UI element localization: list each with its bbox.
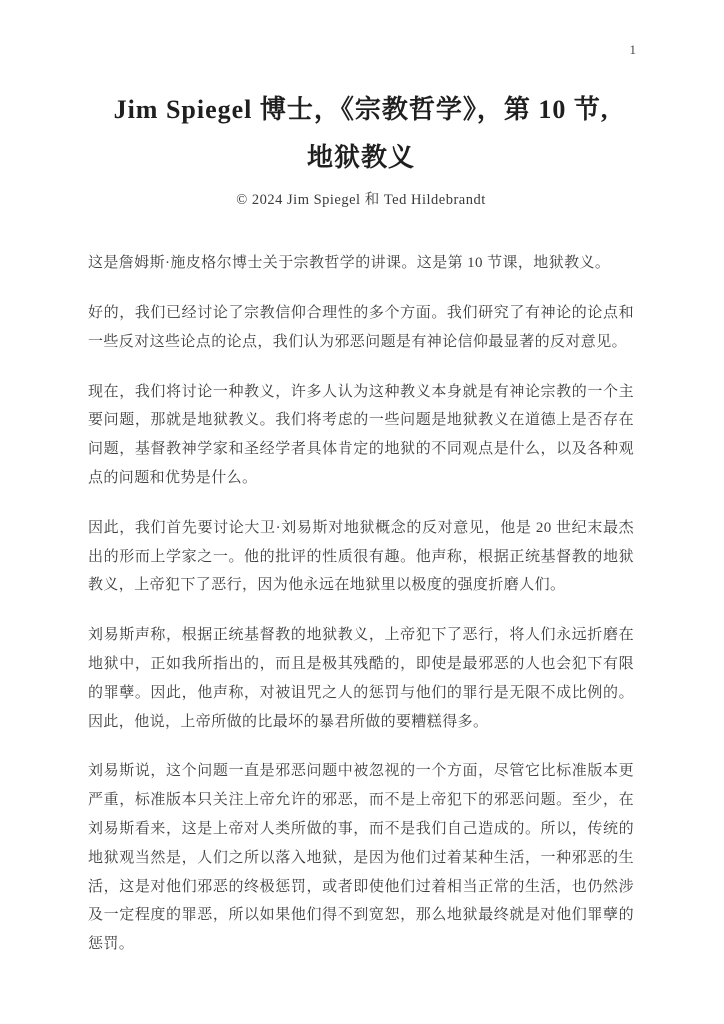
document-body <box>88 249 634 959</box>
paragraph-3: 现在，我们将讨论一种教义，许多人认为这种教义本身就是有神论宗教的一个主要问题，那就是地狱教义。我们将考虑的一些问题是地狱教义在道德上是否存在问题，基督教神学家和圣经学者具体肯定的地狱的不同观点是什么，以及各种观点的问题和优势是什么。 <box>88 383 634 486</box>
paragraph-2: 好的，我们已经讨论了宗教信仰合理性的多个方面。我们研究了有神论的论点和一些反对这些论点的论点，我们认为邪恶问题是有神论信仰最显著的反对意见。 <box>88 304 634 350</box>
document-title-line-1: Jim Spiegel 博士，《宗教哲学》，第 10 节, <box>113 95 609 124</box>
paragraph-1: 这是詹姆斯·施皮格尔博士关于宗教哲学的讲课。这是第 10 节课，地狱教义。 <box>88 255 611 272</box>
copyright-line: © 2024 Jim Spiegel 和 Ted Hildebrandt <box>236 192 486 209</box>
document-title-line-2: 地狱教义 <box>306 143 415 173</box>
page-number: 1 <box>629 42 636 57</box>
paragraph-6: 刘易斯说，这个问题一直是邪恶问题中被忽视的一个方面，尽管它比标准版本更严重，标准版本只关注上帝允许的邪恶，而不是上帝犯下的邪恶问题。至少，在刘易斯看来，这是上帝对人类所做的事，而不是我们自己造成的。所以，传统的地狱观当然是，人们之所以落入地狱，是因为他们过着某种生活，一种邪恶的生活，这是对他们邪恶的终极惩罚，或者即使他们过着相当正常的生活，也仍然涉及一定程度的罪恶，所以如果他们得不到宽恕，那么地狱最终就是对他们罪孽的惩罚。 <box>88 763 634 953</box>
paragraph-5: 刘易斯声称，根据正统基督教的地狱教义，上帝犯下了恶行，将人们永远折磨在地狱中，正如我所指出的，而且是极其残酷的，即使是最邪恶的人也会犯下有限的罪孽。因此，他声称，对被诅咒之人的惩罚与他们的罪行是无限不成比例的。因此，他说，上帝所做的比最坏的暴君所做的要糟糕得多。 <box>88 627 634 730</box>
document-title <box>88 86 634 182</box>
paragraph-4: 因此，我们首先要讨论大卫·刘易斯对地狱概念的反对意见，他是 20 世纪末最杰出的形而上学家之一。他的批评的性质很有趣。他声称，根据正统基督教的地狱教义，上帝犯下了恶行，因为他永远在地狱里以极度的强度折磨人们。 <box>88 519 634 594</box>
